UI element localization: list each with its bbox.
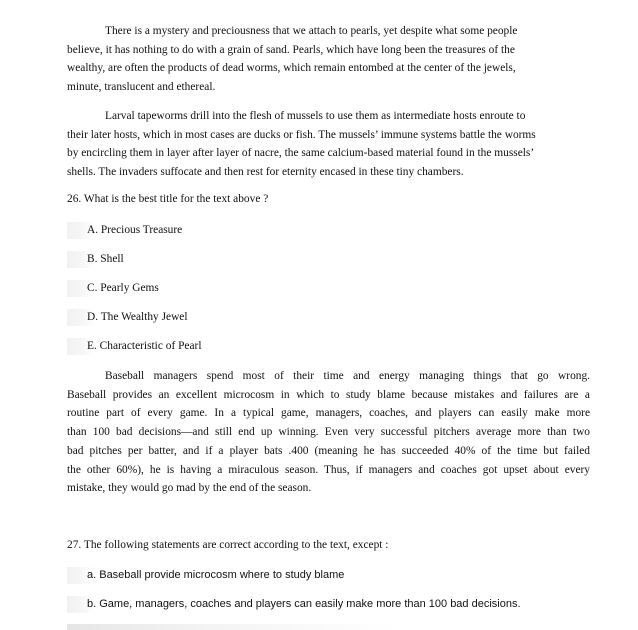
text-line: routine part of every game. In a typical game, managers, coaches, and players can easily make more bbox=[67, 407, 590, 420]
text-line: Baseball managers spend most of their time and energy managing things that go wrong. bbox=[105, 370, 590, 382]
question-27: 27. The following statements are correct according to the text, except : bbox=[67, 539, 389, 551]
passage-pearls-paragraph-2 bbox=[67, 107, 590, 182]
option-27-b[interactable]: b. Game, managers, coaches and players can easily make more than 100 bad decisions. bbox=[67, 596, 521, 613]
option-26-e[interactable]: E. Characteristic of Pearl bbox=[67, 338, 202, 355]
text-line: the other 60%), he is having a miraculous season. Thus, if managers and coaches got upset about every bbox=[67, 463, 590, 476]
text-line: by encircling them in layer after layer of nacre, the same calcium-based material found in the mussels’ bbox=[67, 147, 535, 160]
option-26-c[interactable]: C. Pearly Gems bbox=[67, 280, 159, 297]
question-26: 26. What is the best title for the text above ? bbox=[67, 193, 269, 205]
text-line: wealthy, are often the products of dead worms, which remain entombed at the center of the jewels, bbox=[67, 62, 516, 75]
text-line: Baseball provides an excellent microcosm in which to study blame because mistakes and failures are a bbox=[67, 388, 590, 401]
option-27-a[interactable]: a. Baseball provide microcosm where to study blame bbox=[67, 567, 344, 584]
text-line: bad pitches per batter, and if a player bats .400 (meaning he has succeeded 40% of the time but failed bbox=[67, 444, 590, 457]
text-line: their later hosts, which in most cases are ducks or fish. The mussels’ immune systems battle the worms bbox=[67, 128, 536, 141]
truncated-next-option bbox=[67, 624, 397, 630]
text-line: minute, translucent and ethereal. bbox=[67, 81, 216, 94]
text-line: shells. The invaders suffocate and then rest for eternity encased in these tiny chambers. bbox=[67, 166, 464, 179]
option-26-a[interactable]: A. Precious Treasure bbox=[67, 222, 182, 239]
passage-baseball-paragraph bbox=[67, 367, 590, 498]
option-26-b[interactable]: B. Shell bbox=[67, 251, 124, 268]
text-line: believe, it has nothing to do with a grain of sand. Pearls, which have long been the treasures of the bbox=[67, 43, 515, 56]
text-line: mistake, they would go mad by the end of the season. bbox=[67, 482, 312, 495]
option-26-d[interactable]: D. The Wealthy Jewel bbox=[67, 309, 188, 326]
text-line: There is a mystery and preciousness that we attach to pearls, yet despite what some people bbox=[105, 25, 518, 37]
text-line: than 100 bad decisions—and still end up winning. Even very successful pitchers average more than two bbox=[67, 426, 590, 439]
passage-pearls-paragraph-1 bbox=[67, 22, 590, 97]
text-line: Larval tapeworms drill into the flesh of mussels to use them as intermediate hosts enroute to bbox=[105, 110, 526, 122]
